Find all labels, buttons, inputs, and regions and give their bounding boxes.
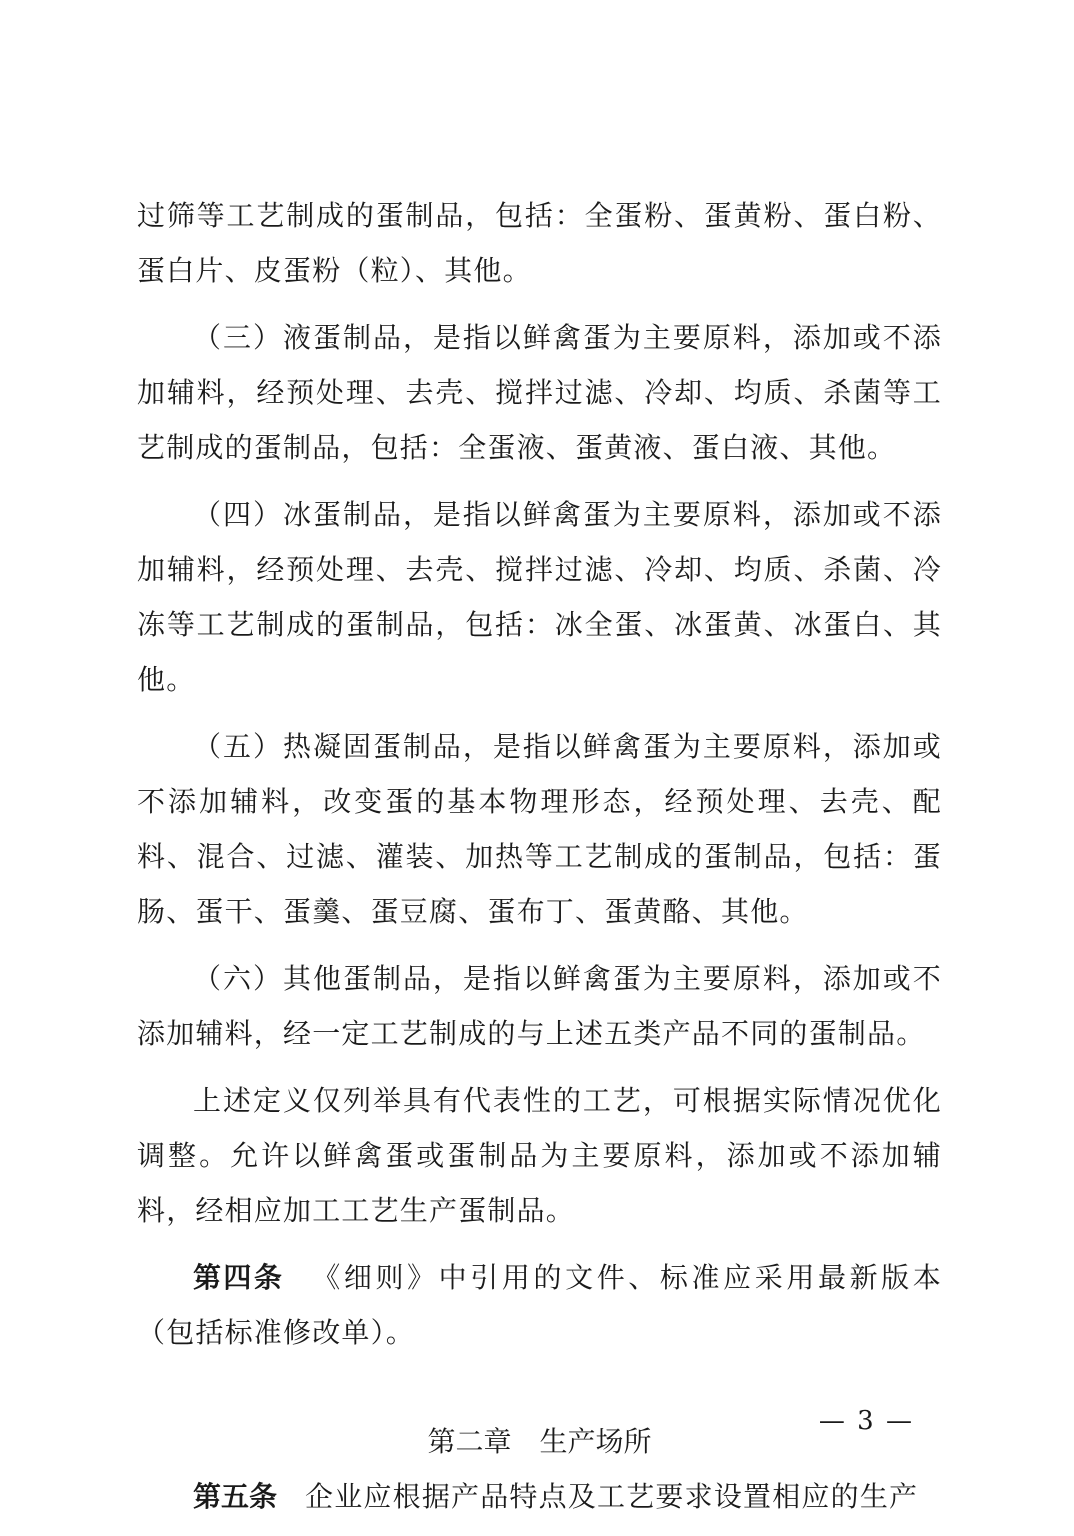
article-4 (137, 1250, 942, 1360)
article-5-text: 企业应根据产品特点及工艺要求设置相应的生产 (305, 1480, 919, 1513)
article-4-text: 《细则》中引用的文件、标准应采用最新版本（包括标准修改单）。 (137, 1261, 942, 1349)
paragraph-frozen-egg: （四）冰蛋制品，是指以鲜禽蛋为主要原料，添加或不添加辅料，经预处理、去壳、搅拌过滤、冷却、均质、杀菌、冷冻等工艺制成的蛋制品，包括：冰全蛋、冰蛋黄、冰蛋白、其他。 (137, 498, 942, 696)
paragraph-heat-coagulated-egg: （五）热凝固蛋制品，是指以鲜禽蛋为主要原料，添加或不添加辅料，改变蛋的基本物理形态，经预处理、去壳、配料、混合、过滤、灌装、加热等工艺制成的蛋制品，包括：蛋肠、蛋干、蛋羹、蛋豆腐、蛋布丁、蛋黄酪、其他。 (137, 730, 942, 928)
paragraph-definition-note: 上述定义仅列举具有代表性的工艺，可根据实际情况优化调整。允许以鲜禽蛋或蛋制品为主要原料，添加或不添加辅料，经相应加工工艺生产蛋制品。 (137, 1084, 942, 1227)
page-number: — 3 — (818, 1406, 914, 1436)
article-4-label: 第四条 (193, 1261, 285, 1294)
article-5 (137, 1469, 942, 1524)
paragraph-other-egg: （六）其他蛋制品，是指以鲜禽蛋为主要原料，添加或不添加辅料，经一定工艺制成的与上述五类产品不同的蛋制品。 (137, 962, 942, 1050)
paragraph-liquid-egg: （三）液蛋制品，是指以鲜禽蛋为主要原料，添加或不添加辅料，经预处理、去壳、搅拌过滤、冷却、均质、杀菌等工艺制成的蛋制品，包括：全蛋液、蛋黄液、蛋白液、其他。 (137, 321, 942, 464)
document-body (137, 188, 942, 1536)
article-5-label: 第五条 (193, 1480, 278, 1513)
paragraph-continuation: 过筛等工艺制成的蛋制品，包括：全蛋粉、蛋黄粉、蛋白粉、蛋白片、皮蛋粉（粒）、其他。 (137, 199, 942, 287)
chapter-number: 第二章 (427, 1425, 512, 1458)
chapter-title: 生产场所 (539, 1425, 652, 1458)
